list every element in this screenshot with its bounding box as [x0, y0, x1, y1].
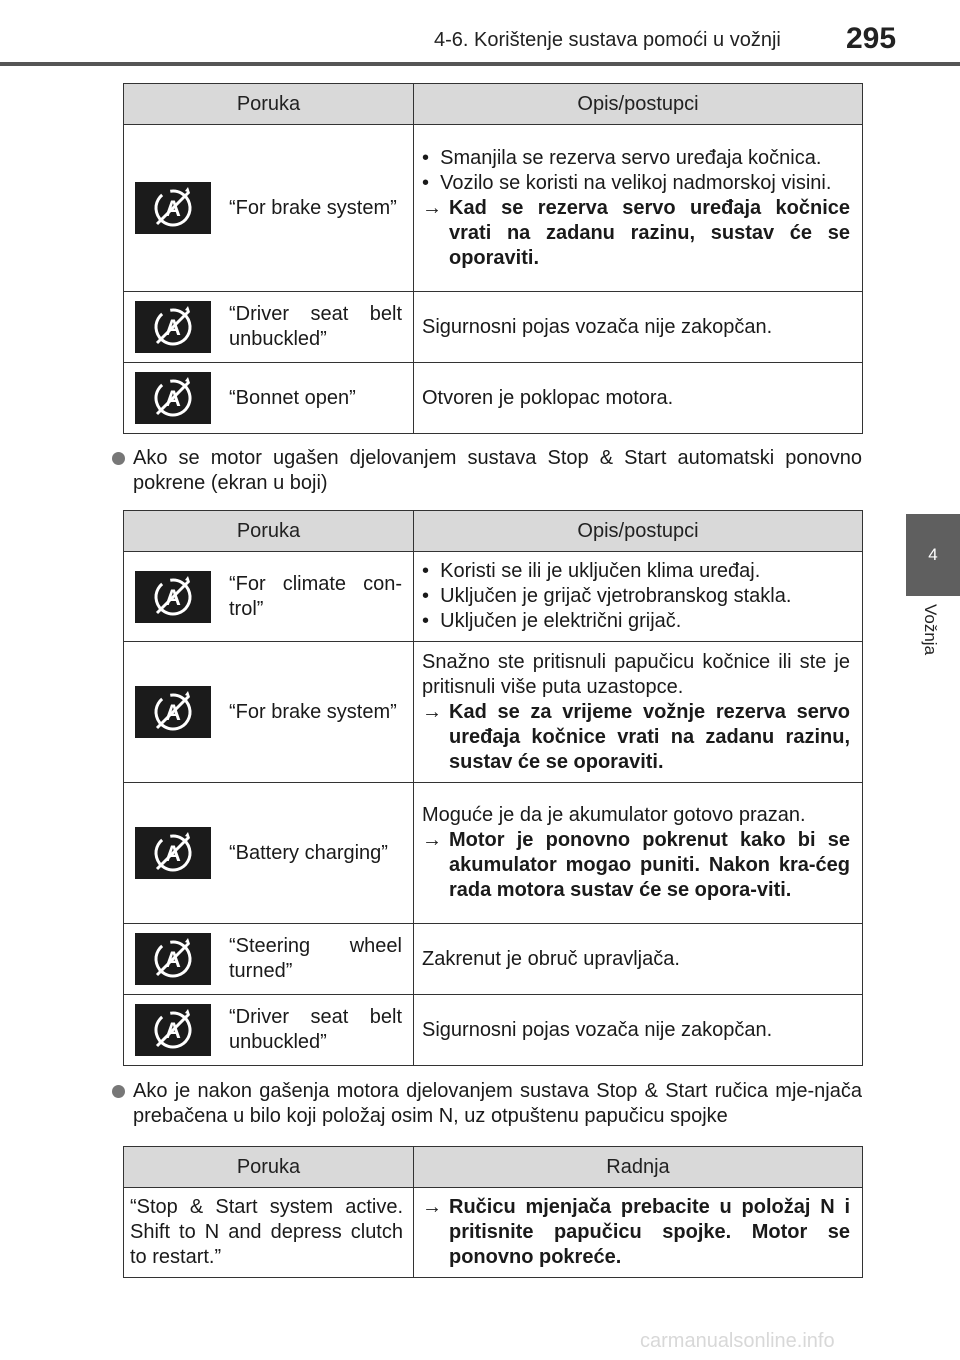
page-header [0, 0, 960, 70]
description-bullet: • Koristi se ili je uključen klima uređaj. [422, 560, 761, 582]
action-text: → Kad se rezerva servo uređaja kočnice vrati na zadanu razinu, sustav će se oporaviti. [422, 196, 850, 269]
description-bullet: • Uključen je grijač vjetrobranskog stakla. [422, 585, 792, 607]
message-text: “Driver seat belt unbuckled” [229, 303, 402, 350]
stop-start-icon [135, 182, 211, 234]
stop-start-icon [135, 1004, 211, 1056]
bullet-icon [112, 1085, 125, 1098]
message-text: “For climate con-trol” [229, 572, 402, 620]
description-bullet: • Uključen je električni grijač. [422, 610, 682, 632]
bullet-icon [112, 452, 125, 465]
table-row [124, 1188, 863, 1278]
description-bullet: • Smanjila se rezerva servo uređaja kočnica. [422, 146, 822, 169]
table-row [124, 642, 863, 783]
stop-start-icon [135, 571, 211, 623]
action-text: → Ručicu mjenjača prebacite u položaj N i pritisnite papučicu spojke. Motor se ponovno pokreće. [422, 1196, 850, 1268]
chapter-tab: 4 [906, 514, 960, 596]
message-text: “Bonnet open” [229, 386, 356, 409]
description-text: Snažno ste pritisnuli papučicu kočnice ili ste je pritisnuli više puta uzastopce. [422, 650, 850, 698]
table-header-row [124, 511, 863, 552]
table-row [124, 552, 863, 642]
column-header: Opis/postupci [414, 84, 863, 125]
message-text: “For brake system” [229, 700, 397, 723]
table-row [124, 125, 863, 292]
table-header-row [124, 1147, 863, 1188]
message-text: “Battery charging” [229, 841, 388, 864]
description-text: Sigurnosni pojas vozača nije zakopčan. [414, 995, 863, 1066]
bullet-paragraph: Ako je nakon gašenja motora djelovanjem sustava Stop & Start ručica mje-njača prebačena u bilo koji položaj osim N, uz otpuštenu papučicu spojke [112, 1079, 862, 1129]
message-table-3 [123, 1146, 863, 1278]
arrow-icon: → [422, 196, 442, 219]
action-text: → Motor je ponovno pokrenut kako bi se akumulator mogao puniti. Nakon kra-ćeg rada motora sustav će se opora-viti. [422, 829, 850, 901]
message-text: “For brake system” [229, 196, 397, 219]
watermark: carmanualsonline.info [640, 1330, 835, 1352]
description-text: Otvoren je poklopac motora. [414, 363, 863, 434]
stop-start-icon [135, 933, 211, 985]
stop-start-icon [135, 827, 211, 879]
bullet-paragraph: Ako se motor ugašen djelovanjem sustava Stop & Start automatski ponovno pokrene (ekran u boji) [112, 446, 862, 496]
table-row [124, 924, 863, 995]
column-header: Radnja [414, 1147, 863, 1188]
table-row [124, 995, 863, 1066]
chapter-label: Vožnja [921, 604, 940, 656]
arrow-icon: → [422, 1196, 442, 1218]
message-table-1 [123, 83, 863, 434]
stop-start-icon [135, 686, 211, 738]
table-row [124, 783, 863, 924]
message-table-2 [123, 510, 863, 1066]
description-text: Zakrenut je obruč upravljača. [414, 924, 863, 995]
page-number: 295 [846, 22, 897, 55]
action-text: → Kad se za vrijeme vožnje rezerva servo uređaja kočnice vrati na zadanu razinu, sustav će se oporaviti. [422, 700, 850, 773]
table-header-row [124, 84, 863, 125]
column-header: Opis/postupci [414, 511, 863, 552]
description-text: Moguće je da je akumulator gotovo prazan. [422, 804, 806, 826]
description-text: Sigurnosni pojas vozača nije zakopčan. [414, 292, 863, 363]
column-header: Poruka [124, 84, 414, 125]
stop-start-icon [135, 372, 211, 424]
arrow-icon: → [422, 700, 442, 723]
section-title: 4-6. Korištenje sustava pomoći u vožnji [434, 29, 781, 51]
header-rule [0, 62, 960, 66]
table-row [124, 292, 863, 363]
stop-start-icon [135, 301, 211, 353]
message-text: “Stop & Start system active. Shift to N and depress clutch to restart.” [124, 1188, 414, 1278]
column-header: Poruka [124, 511, 414, 552]
column-header: Poruka [124, 1147, 414, 1188]
description-bullet: • Vozilo se koristi na velikoj nadmorskoj visini. [422, 171, 832, 194]
message-text: “Steering wheel turned” [229, 935, 402, 982]
table-row [124, 363, 863, 434]
message-text: “Driver seat belt unbuckled” [229, 1006, 402, 1053]
arrow-icon: → [422, 829, 442, 851]
